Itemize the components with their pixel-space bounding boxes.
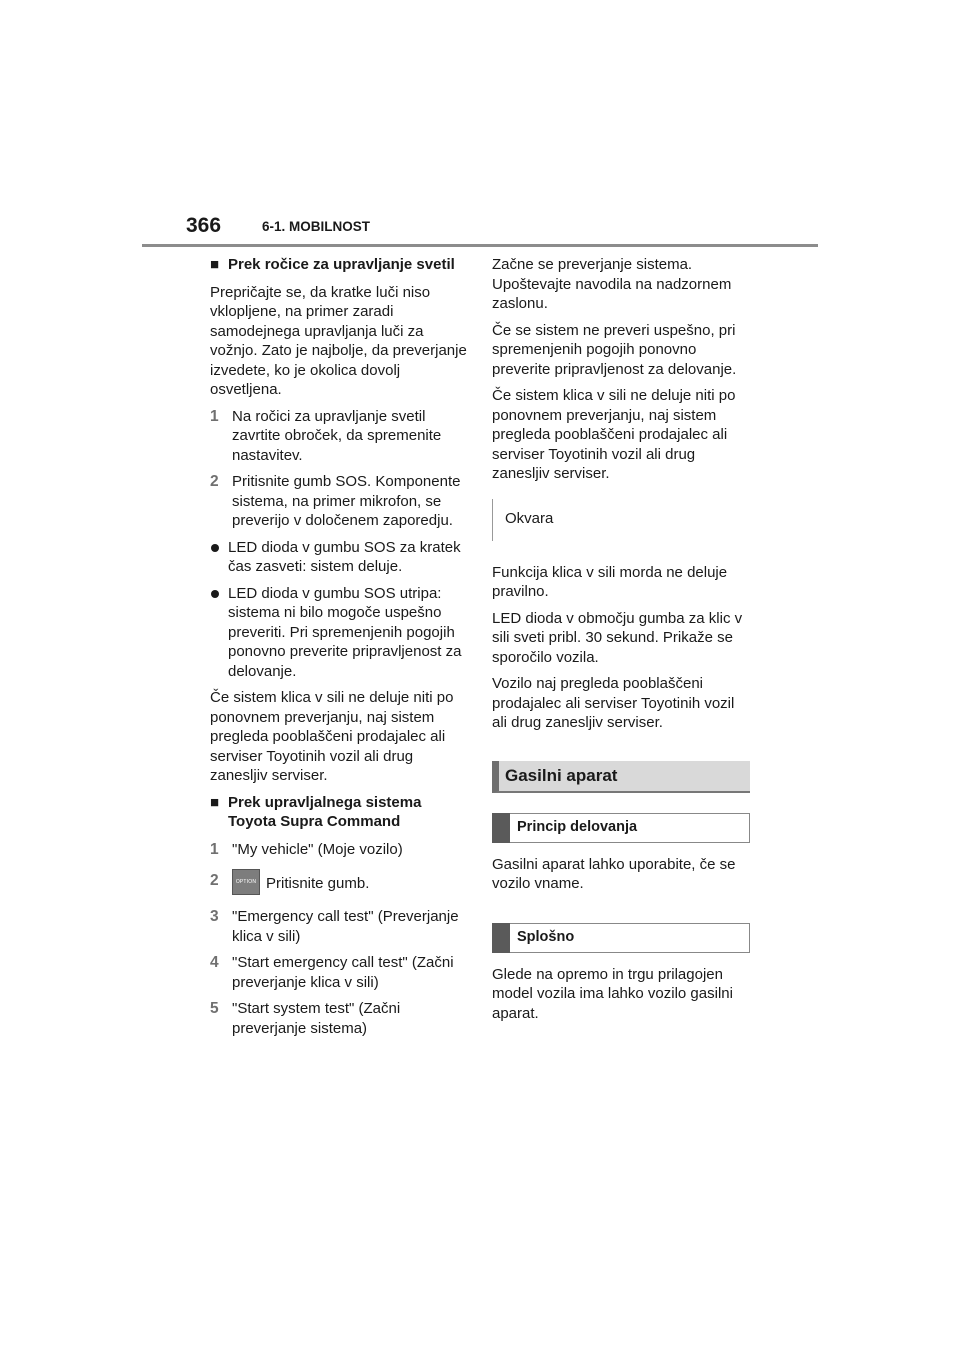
option-button-icon xyxy=(232,869,260,895)
subheading-text: Prek upravljalnega sistema Toyota Supra Command xyxy=(228,793,422,830)
step-text: Na ročici za upravljanje svetil zavrtite obroček, da spremenite nastavitev. xyxy=(232,407,442,464)
bullet-dot-icon xyxy=(211,544,219,552)
step-item xyxy=(210,999,468,1038)
subsection-heading-text: Splošno xyxy=(517,928,575,945)
subsection-marker xyxy=(492,923,510,953)
subsection-marker xyxy=(492,813,510,843)
paragraph: Če sistem klica v sili ne deluje niti po ponovnem preverjanju, naj sistem pregleda pooblaščeni prodajalec ali serviser Toyotinih vozil ali drug zanesljiv serviser. xyxy=(492,387,736,482)
step-text: "Start emergency call test" (Začni preverjanje klica v sili) xyxy=(232,954,454,991)
paragraph: Prepričajte se, da kratke luči niso vklopljene, na primer zaradi samodejnega upravljanja luči za vožnjo. Zato je najbolje, da preverjanje izvedete, ko je okolica dovolj osvetljena. xyxy=(210,283,467,398)
step-number: 2 xyxy=(210,473,219,490)
step-text: Pritisnite gumb SOS. Komponente sistema, na primer mikrofon, se preverijo v določenem zaporedju. xyxy=(232,473,461,529)
paragraph: Funkcija klica v sili morda ne deluje pravilno. xyxy=(492,563,728,600)
step-number: 5 xyxy=(210,1000,219,1017)
step-number: 2 xyxy=(210,872,219,889)
subheading-supra-command xyxy=(210,793,468,832)
subsection-heading-general xyxy=(492,923,750,953)
option-button-label: OPTION xyxy=(235,879,257,885)
step-item xyxy=(210,407,468,466)
subheading-light-lever xyxy=(210,255,468,275)
bullet-text: LED dioda v gumbu SOS utripa: sistema ni bilo mogoče uspešno preveriti. Pri spremenjenih pogojih ponovno preverite pripravljenost za delovanje. xyxy=(228,584,462,680)
header-rule xyxy=(142,244,818,247)
square-bullet-icon: ■ xyxy=(210,793,220,811)
page-number: 366 xyxy=(186,214,222,237)
step-number: 3 xyxy=(210,908,219,925)
step-text: "Start system test" (Začni preverjanje sistema) xyxy=(232,1000,401,1037)
square-bullet-icon: ■ xyxy=(210,256,220,273)
bullet-text: LED dioda v gumbu SOS za kratek čas zasveti: sistem deluje. xyxy=(228,538,461,575)
subsection-heading-text: Princip delovanja xyxy=(517,818,638,835)
malfunction-label: Okvara xyxy=(505,509,554,527)
step-item xyxy=(210,871,468,897)
paragraph: Gasilni aparat lahko uporabite, če se vozilo vname. xyxy=(492,855,736,892)
step-number: 1 xyxy=(210,407,219,425)
step-number: 4 xyxy=(210,954,219,971)
step-item xyxy=(210,953,468,992)
step-item xyxy=(210,840,468,860)
paragraph: Glede na opremo in trgu prilagojen model vozila ima lahko vozilo gasilni aparat. xyxy=(492,965,733,1022)
step-number: 1 xyxy=(210,840,219,858)
chapter-title: 6-1. MOBILNOST xyxy=(262,219,371,234)
bullet-dot-icon xyxy=(211,590,219,598)
right-column xyxy=(492,255,750,1030)
paragraph: Če se sistem ne preveri uspešno, pri spremenjenih pogojih ponovno preverite pripravljenost za delovanje. xyxy=(492,321,737,378)
section-heading-fire-extinguisher: Gasilni aparat xyxy=(492,761,750,793)
malfunction-box xyxy=(492,499,750,541)
left-column xyxy=(210,255,468,1045)
subheading-text: Prek ročice za upravljanje svetil xyxy=(228,256,455,273)
subsection-heading-operating-principle xyxy=(492,813,750,843)
paragraph: LED dioda v območju gumba za klic v sili sveti pribl. 30 sekund. Prikaže se sporočilo vozila. xyxy=(492,609,743,666)
paragraph: Če sistem klica v sili ne deluje niti po ponovnem preverjanju, naj sistem pregleda pooblaščeni prodajalec ali serviser Toyotinih vozil ali drug zanesljiv serviser. xyxy=(210,689,454,784)
step-text: "Emergency call test" (Preverjanje klica v sili) xyxy=(232,908,459,945)
step-item xyxy=(210,907,468,946)
paragraph: Začne se preverjanje sistema. Upoštevajte navodila na nadzornem zaslonu. xyxy=(492,256,732,312)
step-text: Pritisnite gumb. xyxy=(266,874,370,892)
bullet-item xyxy=(210,584,468,682)
bullet-item xyxy=(210,538,468,577)
step-item xyxy=(210,472,468,531)
step-text: "My vehicle" (Moje vozilo) xyxy=(232,840,403,858)
paragraph: Vozilo naj pregleda pooblaščeni prodajalec ali serviser Toyotinih vozil ali drug zanesljiv serviser. xyxy=(492,675,735,731)
